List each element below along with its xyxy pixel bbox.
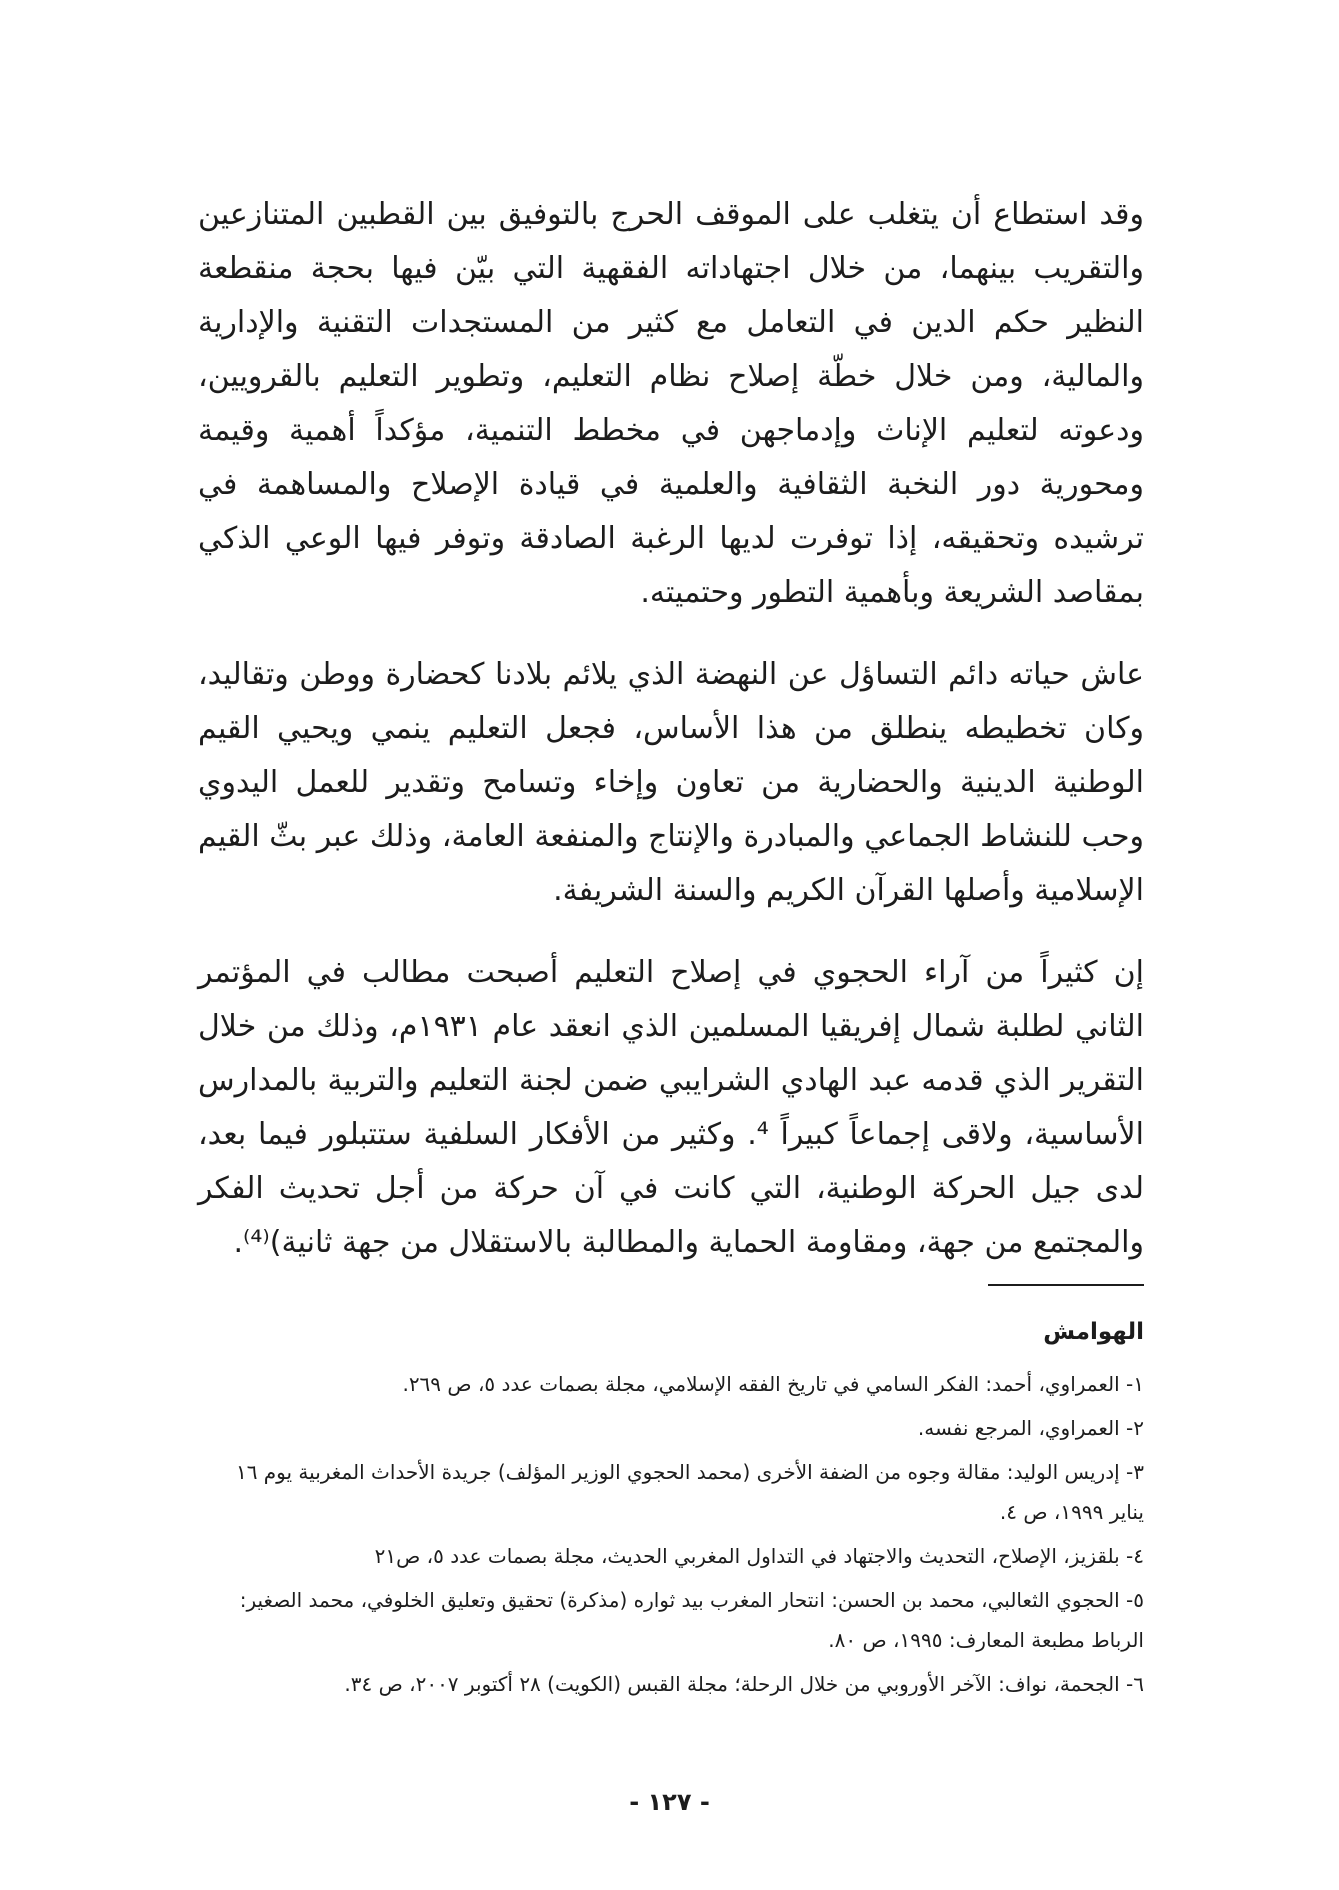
footnote-5: ٥- الحجوي الثعالبي، محمد بن الحسن: انتحار المغرب بيد ثواره (مذكرة) تحقيق وتعليق الخلوفي، محمد الصغير: الرباط مطبعة المعارف: ١٩٩٥، ص ٨٠. bbox=[239, 1588, 1144, 1652]
footnote-separator bbox=[988, 1284, 1144, 1286]
page-number: - ١٢٧ - bbox=[629, 1788, 710, 1816]
footnote-6: ٦- الجحمة، نواف: الآخر الأوروبي من خلال الرحلة؛ مجلة القبس (الكويت) ٢٨ أكتوبر ٢٠٠٧، ص ٣٤. bbox=[344, 1672, 1144, 1696]
main-text bbox=[198, 188, 1144, 1298]
footnote-1: ١- العمراوي، أحمد: الفكر السامي في تاريخ الفقه الإسلامي، مجلة بصمات عدد ٥، ص ٢٦٩. bbox=[402, 1372, 1144, 1396]
footnotes-section bbox=[198, 1312, 1144, 1708]
footnote-3: ٣- إدريس الوليد: مقالة وجوه من الضفة الأخرى (محمد الحجوي الوزير المؤلف) جريدة الأحداث المغربية يوم ١٦ يناير ١٩٩٩، ص ٤. bbox=[235, 1460, 1144, 1524]
footnote-4: ٤- بلقزيز، الإصلاح، التحديث والاجتهاد في التداول المغربي الحديث، مجلة بصمات عدد ٥، ص٢١ bbox=[374, 1544, 1144, 1568]
paragraph-2: عاش حياته دائم التساؤل عن النهضة الذي يلائم بلادنا كحضارة ووطن وتقاليد، وكان تخطيطه ينطلق من هذا الأساس، فجعل التعليم ينمي ويحيي القيم الوطنية الدينية والحضارية من تعاون وإخاء وتسامح وتقدير للعمل اليدوي وحب للنشاط الجماعي والمبادرة والإنتاج والمنفعة العامة، وذلك عبر بثّ القيم الإسلامية وأصلها القرآن الكريم والسنة الشريفة. bbox=[198, 657, 1144, 908]
footnotes-heading: الهوامش bbox=[1043, 1319, 1144, 1345]
footnote-2: ٢- العمراوي، المرجع نفسه. bbox=[917, 1416, 1144, 1440]
paragraph-3: إن كثيراً من آراء الحجوي في إصلاح التعليم أصبحت مطالب في المؤتمر الثاني لطلبة شمال إفريقيا المسلمين الذي انعقد عام ١٩٣١م، وذلك من خلال التقرير الذي قدمه عبد الهادي الشرايبي ضمن لجنة التعليم والتربية بالمدارس الأساسية، ولاقى إجماعاً كبيراً ⁴. وكثير من الأفكار السلفية ستتبلور فيما بعد، لدى جيل الحركة الوطنية، التي كانت في آن حركة من أجل تحديث الفكر والمجتمع من جهة، ومقاومة الحماية والمطالبة بالاستقلال من جهة ثانية)⁽⁴⁾. bbox=[198, 955, 1144, 1260]
footnotes-list bbox=[198, 1364, 1144, 1704]
paragraph-1: وقد استطاع أن يتغلب على الموقف الحرج بالتوفيق بين القطبين المتنازعين والتقريب بينهما، من خلال اجتهاداته الفقهية التي بيّن فيها بحجة منقطعة النظير حكم الدين في التعامل مع كثير من المستجدات التقنية والإدارية والمالية، ومن خلال خطّة إصلاح نظام التعليم، وتطوير التعليم بالقرويين، ودعوته لتعليم الإناث وإدماجهن في مخطط التنمية، مؤكداً أهمية وقيمة ومحورية دور النخبة الثقافية والعلمية في قيادة الإصلاح والمساهمة في ترشيده وتحقيقه، إذا توفرت لديها الرغبة الصادقة وتوفر فيها الوعي الذكي بمقاصد الشريعة وبأهمية التطور وحتميته. bbox=[198, 197, 1144, 610]
